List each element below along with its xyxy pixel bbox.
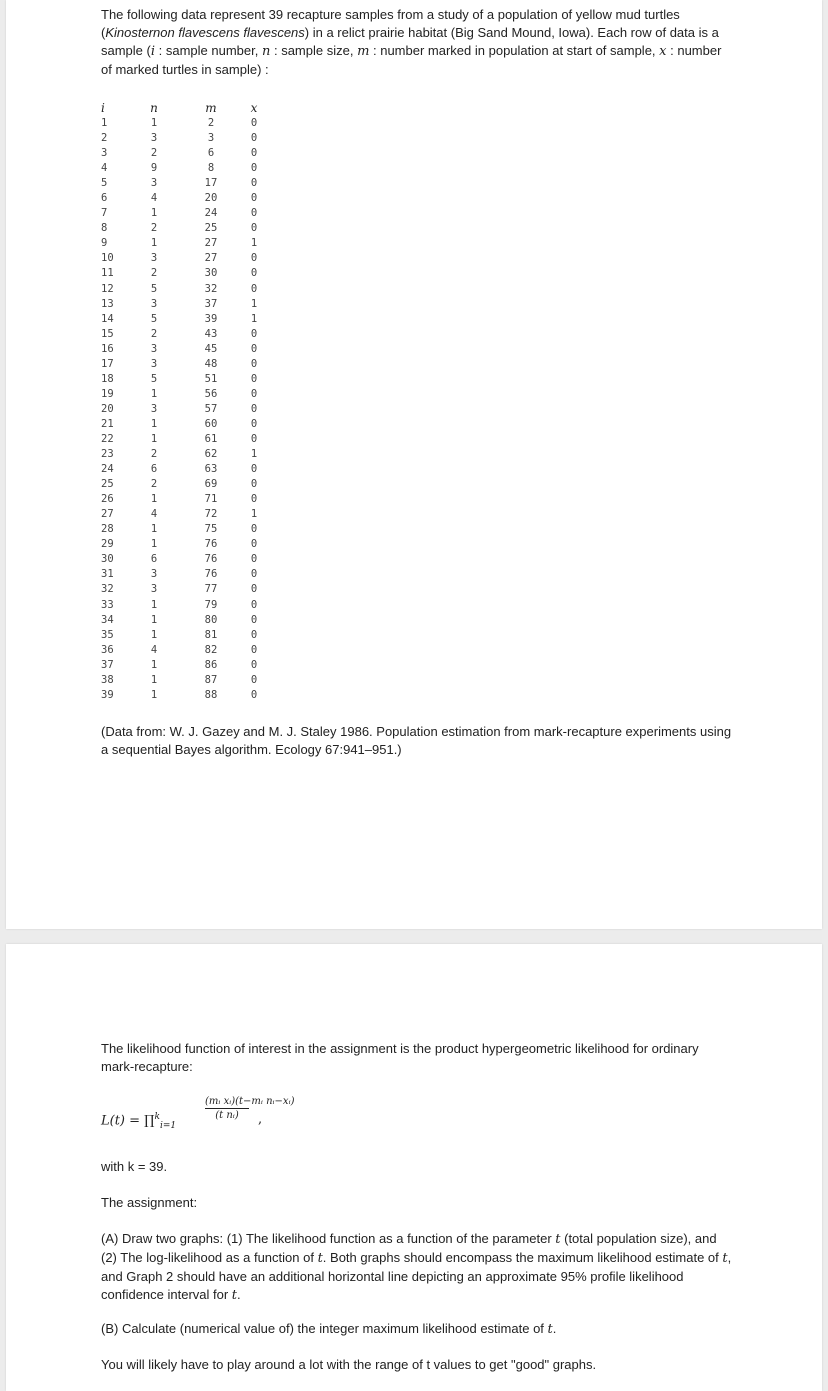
table-cell-x: 0 xyxy=(250,207,258,220)
var-t: t xyxy=(547,1322,553,1337)
table-cell-i: 17 xyxy=(101,357,114,370)
var-i: i xyxy=(150,44,156,59)
table-cell-m: 30 xyxy=(204,267,218,280)
table-cell-i: 36 xyxy=(101,643,114,656)
table-cell-n: 1 xyxy=(150,432,158,445)
formula-lower: i=1 xyxy=(159,1120,177,1131)
table-cell-m: 76 xyxy=(204,538,218,551)
table-cell-x: 0 xyxy=(250,357,258,370)
table-cell-n: 2 xyxy=(150,147,158,160)
table-cell-m: 57 xyxy=(204,402,218,415)
table-cell-x: 0 xyxy=(250,252,258,265)
table-cell-i: 16 xyxy=(101,342,114,355)
species-name: Kinosternon flavescens flavescens xyxy=(105,25,305,40)
table-cell-x: 0 xyxy=(250,688,258,701)
table-cell-i: 3 xyxy=(101,147,108,160)
table-cell-m: 17 xyxy=(204,177,218,190)
table-cell-m: 75 xyxy=(204,523,218,536)
table-cell-n: 3 xyxy=(150,583,158,596)
formula-fraction xyxy=(205,1096,295,1121)
var-t: t xyxy=(555,1232,561,1247)
table-cell-m: 61 xyxy=(204,432,218,445)
table-cell-i: 38 xyxy=(101,673,114,686)
header-x: x xyxy=(250,101,258,115)
table-cell-i: 1 xyxy=(101,117,108,129)
table-cell-m: 81 xyxy=(204,628,218,641)
table-cell-x: 0 xyxy=(250,553,258,566)
table-cell-x: 0 xyxy=(250,673,258,686)
table-cell-x: 0 xyxy=(250,493,258,506)
table-cell-m: 24 xyxy=(204,207,218,220)
table-cell-i: 4 xyxy=(101,162,108,175)
column-n xyxy=(144,100,164,703)
table-cell-x: 0 xyxy=(250,222,258,235)
table-cell-i: 39 xyxy=(101,688,114,701)
header-n: n xyxy=(150,101,158,115)
table-cell-x: 0 xyxy=(250,432,258,445)
table-cell-m: 76 xyxy=(204,568,218,581)
table-cell-n: 1 xyxy=(150,387,158,400)
table-cell-n: 3 xyxy=(150,297,158,310)
table-cell-i: 30 xyxy=(101,553,114,566)
table-cell-x: 0 xyxy=(250,147,258,160)
table-cell-m: 27 xyxy=(204,252,218,265)
assignment-label: The assignment: xyxy=(101,1195,198,1210)
table-cell-m: 8 xyxy=(207,162,215,175)
table-cell-i: 26 xyxy=(101,493,114,506)
table-cell-i: 10 xyxy=(101,252,114,265)
formula-upper: k xyxy=(154,1112,160,1122)
table-cell-m: 20 xyxy=(204,192,218,205)
formula-numerator: (mᵢ xᵢ)(t−mᵢ nᵢ−xᵢ) xyxy=(205,1096,295,1107)
formula-denominator: (t nᵢ) xyxy=(215,1110,239,1121)
table-cell-i: 32 xyxy=(101,583,114,596)
table-cell-i: 34 xyxy=(101,613,114,626)
table-cell-n: 3 xyxy=(150,132,158,145)
table-cell-x: 0 xyxy=(250,568,258,581)
table-cell-n: 1 xyxy=(150,613,158,626)
table-cell-i: 2 xyxy=(101,132,108,145)
table-cell-n: 1 xyxy=(150,417,158,430)
table-cell-x: 1 xyxy=(250,297,258,310)
table-cell-n: 2 xyxy=(150,222,158,235)
table-cell-n: 5 xyxy=(150,372,158,385)
table-cell-i: 11 xyxy=(101,267,114,280)
table-cell-i: 14 xyxy=(101,312,114,325)
likelihood-formula xyxy=(101,1092,501,1148)
table-cell-n: 4 xyxy=(150,192,158,205)
def-x: : number of marked turtles in sample) : xyxy=(101,43,722,77)
table-cell-n: 1 xyxy=(150,493,158,506)
table-cell-m: 62 xyxy=(204,448,218,461)
table-cell-m: 25 xyxy=(204,222,218,235)
table-cell-x: 0 xyxy=(250,417,258,430)
var-x: x xyxy=(659,44,667,59)
table-cell-m: 48 xyxy=(204,357,218,370)
table-cell-x: 1 xyxy=(250,508,258,521)
page-1 xyxy=(6,0,822,929)
table-cell-x: 0 xyxy=(250,117,258,129)
table-cell-m: 51 xyxy=(204,372,218,385)
table-cell-i: 15 xyxy=(101,327,114,340)
table-cell-m: 27 xyxy=(204,237,218,250)
table-cell-x: 0 xyxy=(250,372,258,385)
table-cell-n: 4 xyxy=(150,643,158,656)
part-b: (B) Calculate (numerical value of) the integer maximum likelihood estimate of t. xyxy=(101,1321,557,1337)
table-cell-n: 1 xyxy=(150,523,158,536)
table-cell-x: 0 xyxy=(250,538,258,551)
table-cell-i: 18 xyxy=(101,372,114,385)
table-cell-i: 24 xyxy=(101,463,114,476)
table-cell-m: 2 xyxy=(207,117,215,129)
table-cell-n: 3 xyxy=(150,568,158,581)
graph-note: You will likely have to play around a lot with the range of t values to get "good" graphs. xyxy=(101,1357,597,1372)
table-cell-i: 22 xyxy=(101,432,114,445)
table-cell-n: 3 xyxy=(150,402,158,415)
table-cell-i: 12 xyxy=(101,282,114,295)
table-cell-n: 3 xyxy=(150,177,158,190)
table-cell-x: 0 xyxy=(250,132,258,145)
table-cell-n: 2 xyxy=(150,448,158,461)
table-cell-i: 9 xyxy=(101,237,108,250)
formula-lhs: L(t) = ∏$^k_{i=1}$ xyxy=(101,1112,177,1131)
table-cell-m: 3 xyxy=(207,132,215,145)
table-cell-x: 0 xyxy=(250,613,258,626)
table-cell-x: 0 xyxy=(250,463,258,476)
table-cell-m: 32 xyxy=(204,282,218,295)
table-cell-i: 21 xyxy=(101,417,114,430)
header-m: m xyxy=(205,101,217,115)
table-cell-x: 0 xyxy=(250,628,258,641)
table-cell-n: 5 xyxy=(150,282,158,295)
var-t: t xyxy=(231,1288,238,1303)
var-t: t xyxy=(722,1251,728,1266)
header-i: i xyxy=(101,101,105,115)
table-cell-m: 43 xyxy=(204,327,218,340)
table-cell-x: 0 xyxy=(250,643,258,656)
table-cell-n: 6 xyxy=(150,463,158,476)
table-cell-m: 77 xyxy=(204,583,218,596)
table-cell-m: 88 xyxy=(204,688,218,701)
table-cell-i: 23 xyxy=(101,448,114,461)
table-cell-m: 72 xyxy=(204,508,218,521)
table-cell-n: 1 xyxy=(150,237,158,250)
table-cell-m: 60 xyxy=(204,417,218,430)
column-i xyxy=(101,100,131,703)
column-x xyxy=(244,100,264,703)
table-cell-i: 25 xyxy=(101,478,114,491)
intro-paragraph xyxy=(101,6,733,79)
citation: (Data from: W. J. Gazey and M. J. Staley 1986. Population estimation from mark-recapture experiments using a sequential Bayes algorithm. Ecology 67:941–951.) xyxy=(101,724,732,757)
def-m: : number marked in population at start of sample, xyxy=(369,43,660,58)
table-cell-n: 1 xyxy=(150,538,158,551)
table-cell-i: 29 xyxy=(101,538,114,551)
table-cell-x: 1 xyxy=(250,448,258,461)
table-cell-i: 20 xyxy=(101,402,114,415)
table-cell-i: 33 xyxy=(101,598,114,611)
table-cell-m: 69 xyxy=(204,478,218,491)
table-cell-i: 35 xyxy=(101,628,114,641)
table-cell-x: 0 xyxy=(250,523,258,536)
table-cell-n: 9 xyxy=(150,162,158,175)
table-cell-m: 80 xyxy=(204,613,218,626)
likelihood-intro: The likelihood function of interest in the assignment is the product hypergeometric likelihood for ordinary mark-recapture: xyxy=(101,1041,699,1074)
table-cell-m: 79 xyxy=(204,598,218,611)
table-cell-n: 6 xyxy=(150,553,158,566)
table-cell-i: 37 xyxy=(101,658,114,671)
table-cell-i: 6 xyxy=(101,192,108,205)
table-cell-x: 0 xyxy=(250,658,258,671)
table-cell-m: 56 xyxy=(204,387,218,400)
table-cell-n: 5 xyxy=(150,312,158,325)
table-cell-n: 1 xyxy=(150,117,158,129)
table-cell-m: 87 xyxy=(204,673,218,686)
table-cell-x: 0 xyxy=(250,282,258,295)
var-n: n xyxy=(261,44,271,59)
table-cell-m: 82 xyxy=(204,643,218,656)
table-cell-x: 0 xyxy=(250,387,258,400)
table-cell-n: 2 xyxy=(150,267,158,280)
table-cell-m: 76 xyxy=(204,553,218,566)
table-cell-i: 27 xyxy=(101,508,114,521)
with-k: with k = 39. xyxy=(101,1159,168,1174)
table-cell-x: 1 xyxy=(250,312,258,325)
var-t: t xyxy=(317,1251,323,1266)
table-cell-x: 0 xyxy=(250,402,258,415)
table-cell-x: 0 xyxy=(250,478,258,491)
table-cell-m: 86 xyxy=(204,658,218,671)
table-cell-n: 2 xyxy=(150,478,158,491)
page-2 xyxy=(6,944,822,1391)
table-cell-i: 7 xyxy=(101,207,108,220)
formula-comma: , xyxy=(258,1112,263,1127)
table-cell-n: 1 xyxy=(150,207,158,220)
def-i: : sample number, xyxy=(155,43,262,58)
table-cell-n: 3 xyxy=(150,252,158,265)
table-cell-i: 8 xyxy=(101,222,108,235)
table-cell-n: 1 xyxy=(150,628,158,641)
table-cell-i: 28 xyxy=(101,523,114,536)
table-cell-m: 6 xyxy=(207,147,215,160)
table-cell-n: 1 xyxy=(150,688,158,701)
table-cell-n: 3 xyxy=(150,342,158,355)
table-cell-i: 13 xyxy=(101,297,114,310)
table-cell-x: 0 xyxy=(250,192,258,205)
table-cell-x: 1 xyxy=(250,237,258,250)
table-cell-n: 1 xyxy=(150,658,158,671)
table-cell-x: 0 xyxy=(250,583,258,596)
part-a: (A) Draw two graphs: (1) The likelihood function as a function of the parameter t (total population size), and (2) The log-likelihood as a function of t. Both graphs should encompass the maximum likelihood estimate of t, and Graph 2 should have an additional horizontal line depicting an approximate 95% profile likelihood confidence interval for t. xyxy=(101,1231,732,1303)
table-cell-n: 1 xyxy=(150,673,158,686)
table-cell-x: 0 xyxy=(250,162,258,175)
table-cell-m: 71 xyxy=(204,493,218,506)
var-m: m xyxy=(357,44,370,59)
table-cell-m: 45 xyxy=(204,342,218,355)
table-cell-i: 19 xyxy=(101,387,114,400)
table-cell-m: 37 xyxy=(204,297,218,310)
intro-text-2: ) in a relict prairie habitat (Big Sand Mound, Iowa). Each row of data is a sample ( xyxy=(101,25,719,58)
table-cell-m: 63 xyxy=(204,463,218,476)
table-cell-n: 2 xyxy=(150,327,158,340)
table-cell-x: 0 xyxy=(250,598,258,611)
table-cell-i: 5 xyxy=(101,177,108,190)
table-cell-x: 0 xyxy=(250,267,258,280)
table-cell-n: 1 xyxy=(150,598,158,611)
table-cell-n: 4 xyxy=(150,508,158,521)
intro-text-1: The following data represent 39 recapture samples from a study of a population of yellow mud turtles ( xyxy=(101,7,680,40)
table-cell-x: 0 xyxy=(250,327,258,340)
table-cell-x: 0 xyxy=(250,342,258,355)
table-cell-i: 31 xyxy=(101,568,114,581)
table-cell-x: 0 xyxy=(250,177,258,190)
column-m xyxy=(196,100,226,703)
table-cell-n: 3 xyxy=(150,357,158,370)
table-cell-m: 39 xyxy=(204,312,218,325)
def-n: : sample size, xyxy=(270,43,358,58)
